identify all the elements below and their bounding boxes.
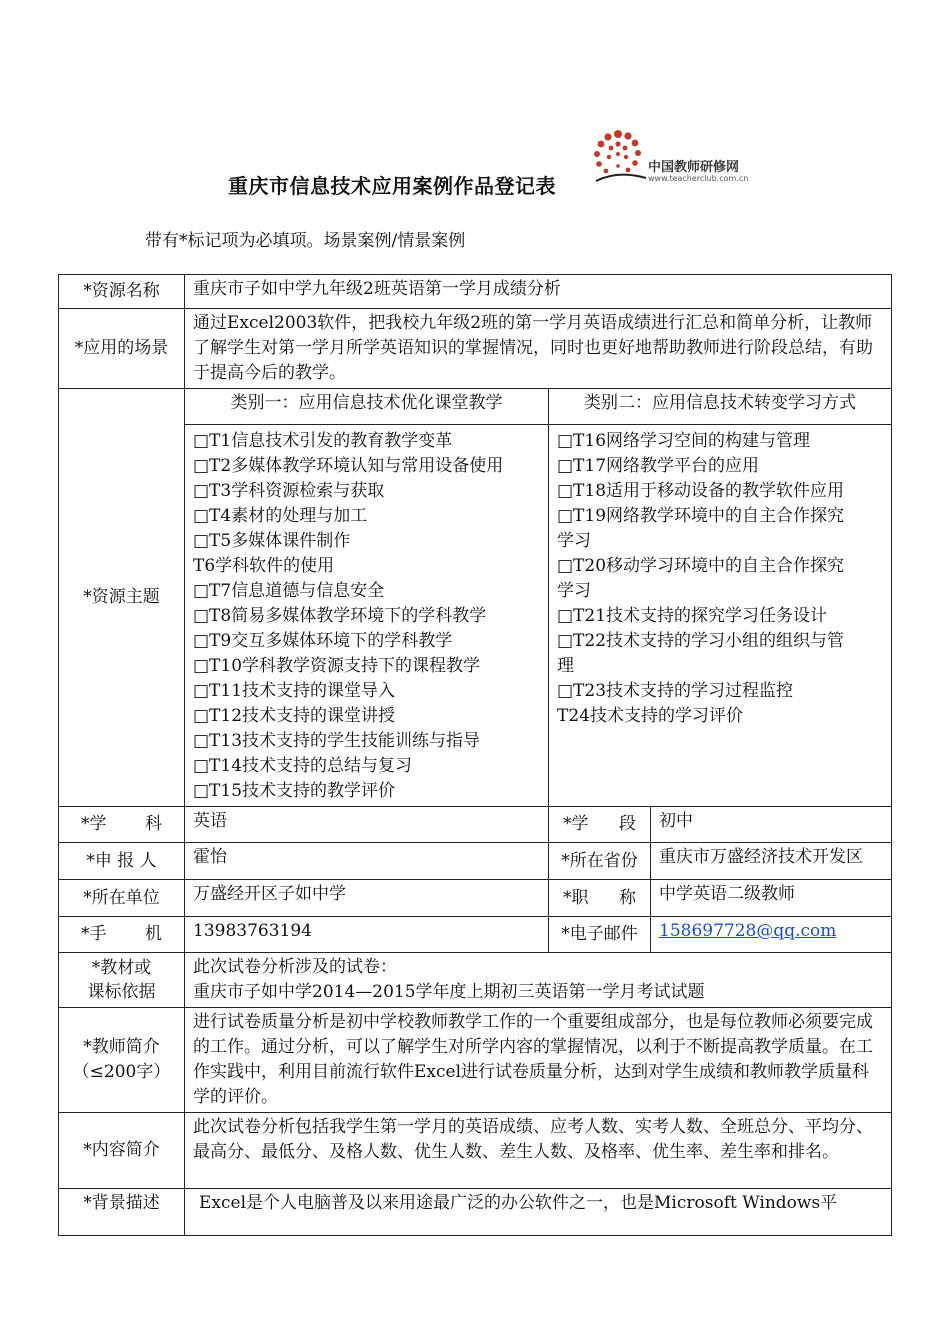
email-link[interactable]: 158697728@qq.com xyxy=(659,921,837,941)
list-item: T6学科软件的使用 xyxy=(193,556,335,576)
applicant-label: *申 报 人 xyxy=(59,843,185,880)
content-label: *内容简介 xyxy=(59,1113,185,1189)
list-item: □T12技术支持的课堂讲授 xyxy=(193,706,396,726)
subject-label: *学 科 xyxy=(59,807,185,843)
list-item: □T1信息技术引发的教育教学变革 xyxy=(193,431,453,451)
row-applicant xyxy=(59,843,892,880)
phone-value: 13983763194 xyxy=(185,917,549,953)
list-item: □T21技术支持的探究学习任务设计 xyxy=(557,606,828,626)
scene-label: *应用的场景 xyxy=(59,309,185,389)
list-item: T24技术支持的学习评价 xyxy=(557,706,743,726)
resource-name-value: 重庆市子如中学九年级2班英语第一学月成绩分析 xyxy=(185,275,892,309)
registration-form-table xyxy=(58,274,892,1236)
unit-label: *所在单位 xyxy=(59,880,185,917)
resource-name-label: *资源名称 xyxy=(59,275,185,309)
document-title: 重庆市信息技术应用案例作品登记表 xyxy=(228,174,556,198)
list-item: □T18适用于移动设备的教学软件应用 xyxy=(557,481,845,501)
category-one-header: 类别一：应用信息技术优化课堂教学 xyxy=(185,389,549,425)
stage-value: 初中 xyxy=(651,807,892,843)
list-item: □T19网络教学环境中的自主合作探究 xyxy=(557,506,845,526)
basis-label: *教材或 课标依据 xyxy=(59,953,185,1008)
applicant-value: 霍怡 xyxy=(185,843,549,880)
list-item: □T4素材的处理与加工 xyxy=(193,506,368,526)
phone-label: *手 机 xyxy=(59,917,185,953)
list-item: □T9交互多媒体环境下的学科教学 xyxy=(193,631,453,651)
category-two-header: 类别二：应用信息技术转变学习方式 xyxy=(549,389,892,425)
row-background xyxy=(59,1189,892,1236)
list-item: □T22技术支持的学习小组的组织与管 xyxy=(557,631,845,651)
row-phone xyxy=(59,917,892,953)
list-item: 理 xyxy=(557,656,574,676)
list-item: □T13技术支持的学生技能训练与指导 xyxy=(193,731,481,751)
list-item: □T16网络学习空间的构建与管理 xyxy=(557,431,811,451)
category-one-list xyxy=(185,425,549,807)
list-item: □T15技术支持的教学评价 xyxy=(193,781,396,801)
category-two-list xyxy=(549,425,892,807)
background-value: Excel是个人电脑普及以来用途最广泛的办公软件之一，也是Microsoft Windows平 xyxy=(185,1189,892,1236)
basis-value: 此次试卷分析涉及的试卷： 重庆市子如中学2014—2015学年度上期初三英语第一学月考试试题 xyxy=(185,953,892,1008)
list-item: □T2多媒体教学环境认知与常用设备使用 xyxy=(193,456,504,476)
teacher-intro-value: 进行试卷质量分析是初中学校教师教学工作的一个重要组成部分，也是每位教师必须要完成的工作。通过分析，可以了解学生对所学内容的掌握情况，以利于不断提高教学质量。在工作实践中，利用目前流行软件Excel进行试卷质量分析，达到对学生成绩和教师教学质量科学的评价。 xyxy=(185,1008,892,1113)
row-basis xyxy=(59,953,892,1008)
job-title-value: 中学英语二级教师 xyxy=(651,880,892,917)
content-value: 此次试卷分析包括我学生第一学月的英语成绩、应考人数、实考人数、全班总分、平均分、最高分、最低分、及格人数、优生人数、差生人数、及格率、优生率、差生率和排名。 xyxy=(185,1113,892,1189)
topic-label: *资源主题 xyxy=(59,389,185,807)
province-value: 重庆市万盛经济技术开发区 xyxy=(651,843,892,880)
row-teacher-intro xyxy=(59,1008,892,1113)
list-item: □T14技术支持的总结与复习 xyxy=(193,756,413,776)
row-unit xyxy=(59,880,892,917)
logo-name: 中国教师研修网 xyxy=(648,160,740,175)
subject-value: 英语 xyxy=(185,807,549,843)
list-item: □T11技术支持的课堂导入 xyxy=(193,681,396,701)
logo-url: www.teacherclub.com.cn xyxy=(648,174,749,183)
teacherclub-logo xyxy=(588,126,758,188)
email-cell xyxy=(651,917,892,953)
list-item: □T7信息道德与信息安全 xyxy=(193,581,385,601)
list-item: □T23技术支持的学习过程监控 xyxy=(557,681,794,701)
email-label: *电子邮件 xyxy=(549,917,651,953)
row-topic-header xyxy=(59,389,892,425)
background-label: *背景描述 xyxy=(59,1189,185,1236)
list-item: □T8简易多媒体教学环境下的学科教学 xyxy=(193,606,487,626)
list-item: □T3学科资源检索与获取 xyxy=(193,481,385,501)
teacher-intro-label: *教师简介 （≤200字） xyxy=(59,1008,185,1113)
required-note: 带有*标记项为必填项。场景案例/情景案例 xyxy=(145,231,466,251)
list-item: □T5多媒体课件制作 xyxy=(193,531,351,551)
row-resource-name xyxy=(59,275,892,309)
row-subject xyxy=(59,807,892,843)
flower-logo-icon xyxy=(588,126,650,186)
list-item: □T10学科教学资源支持下的课程教学 xyxy=(193,656,481,676)
list-item: □T17网络教学平台的应用 xyxy=(557,456,760,476)
row-scene xyxy=(59,309,892,389)
scene-value: 通过Excel2003软件，把我校九年级2班的第一学月英语成绩进行汇总和简单分析，让教师了解学生对第一学月所学英语知识的掌握情况，同时也更好地帮助教师进行阶段总结，有助于提高今后的教学。 xyxy=(185,309,892,389)
row-content xyxy=(59,1113,892,1189)
list-item: □T20移动学习环境中的自主合作探究 xyxy=(557,556,845,576)
job-title-label: *职 称 xyxy=(549,880,651,917)
province-label: *所在省份 xyxy=(549,843,651,880)
stage-label: *学 段 xyxy=(549,807,651,843)
unit-value: 万盛经开区子如中学 xyxy=(185,880,549,917)
list-item: 学习 xyxy=(557,531,591,551)
list-item: 学习 xyxy=(557,581,591,601)
